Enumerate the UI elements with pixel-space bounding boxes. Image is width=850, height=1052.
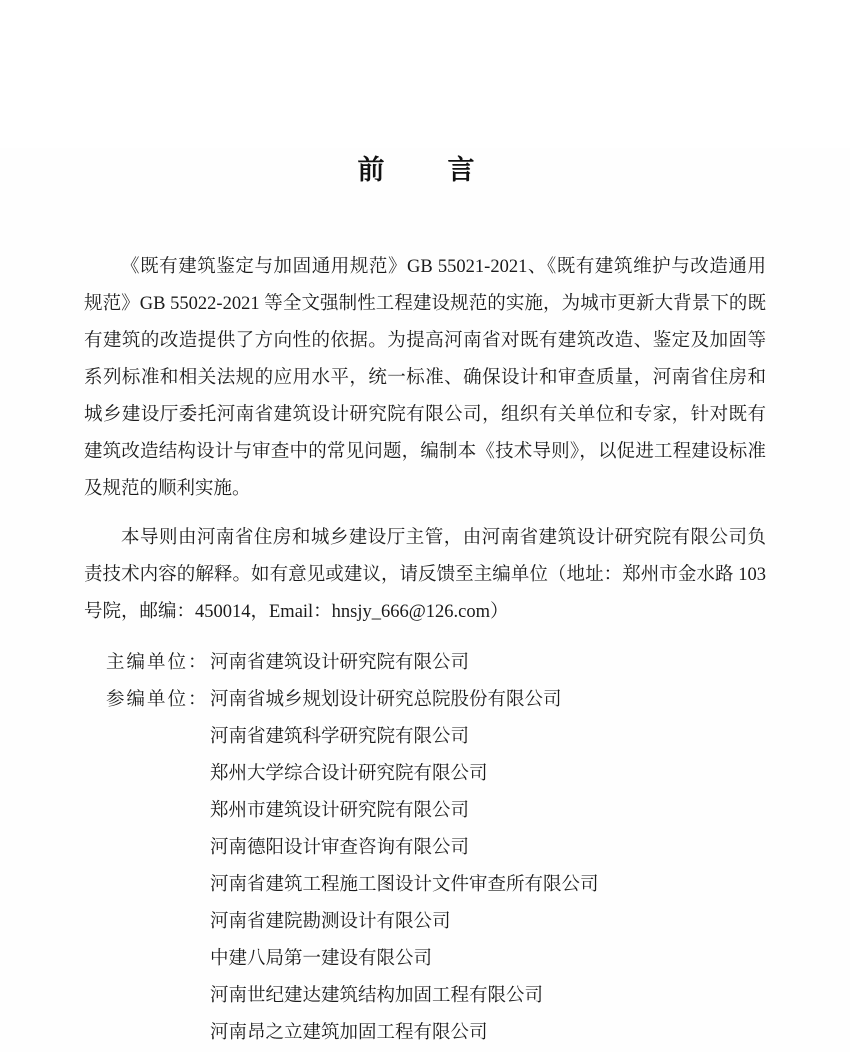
unit-value: 河南世纪建达建筑结构加固工程有限公司	[210, 986, 544, 1006]
unit-row	[84, 793, 766, 830]
unit-label: 主编单位：	[106, 653, 209, 673]
unit-value: 郑州市建筑设计研究院有限公司	[210, 801, 470, 821]
unit-value: 河南德阳设计审查咨询有限公司	[210, 838, 470, 858]
foreword-body	[84, 249, 766, 631]
unit-row	[84, 756, 766, 793]
unit-row	[84, 904, 766, 941]
unit-row	[84, 1015, 766, 1052]
unit-row	[84, 941, 766, 978]
unit-row	[84, 682, 766, 719]
paragraph: 本导则由河南省住房和城乡建设厅主管，由河南省建筑设计研究院有限公司负责技术内容的解释。如有意见或建议，请反馈至主编单位（地址：郑州市金水路 103 号院，邮编：450014，Email：hnsjy_666@126.com）	[84, 528, 766, 622]
unit-row	[84, 645, 766, 682]
unit-value: 河南昂之立建筑加固工程有限公司	[210, 1023, 488, 1043]
page-title: 前 言	[357, 155, 493, 186]
unit-row	[84, 978, 766, 1015]
unit-value: 郑州大学综合设计研究院有限公司	[210, 764, 488, 784]
unit-value: 河南省建院勘测设计有限公司	[210, 912, 451, 932]
unit-value: 河南省建筑科学研究院有限公司	[210, 727, 470, 747]
unit-value: 河南省城乡规划设计研究总院股份有限公司	[210, 690, 562, 710]
unit-value: 中建八局第一建设有限公司	[210, 949, 433, 969]
unit-list	[84, 645, 766, 1052]
unit-label: 参编单位：	[106, 690, 209, 710]
paragraph: 《既有建筑鉴定与加固通用规范》GB 55021-2021、《既有建筑维护与改造通用规范》GB 55022-2021 等全文强制性工程建设规范的实施，为城市更新大背景下的既有建筑的改造提供了方向性的依据。为提高河南省对既有建筑改造、鉴定及加固等系列标准和相关法规的应用水平，统一标准、确保设计和审查质量，河南省住房和城乡建设厅委托河南省建筑设计研究院有限公司，组织有关单位和专家，针对既有建筑改造结构设计与审查中的常见问题，编制本《技术导则》，以促进工程建设标准及规范的顺利实施。	[84, 257, 766, 499]
unit-row	[84, 867, 766, 904]
unit-value: 河南省建筑工程施工图设计文件审查所有限公司	[210, 875, 599, 895]
unit-row	[84, 830, 766, 867]
unit-row	[84, 719, 766, 756]
document-page	[0, 148, 850, 1052]
unit-value: 河南省建筑设计研究院有限公司	[210, 653, 470, 673]
